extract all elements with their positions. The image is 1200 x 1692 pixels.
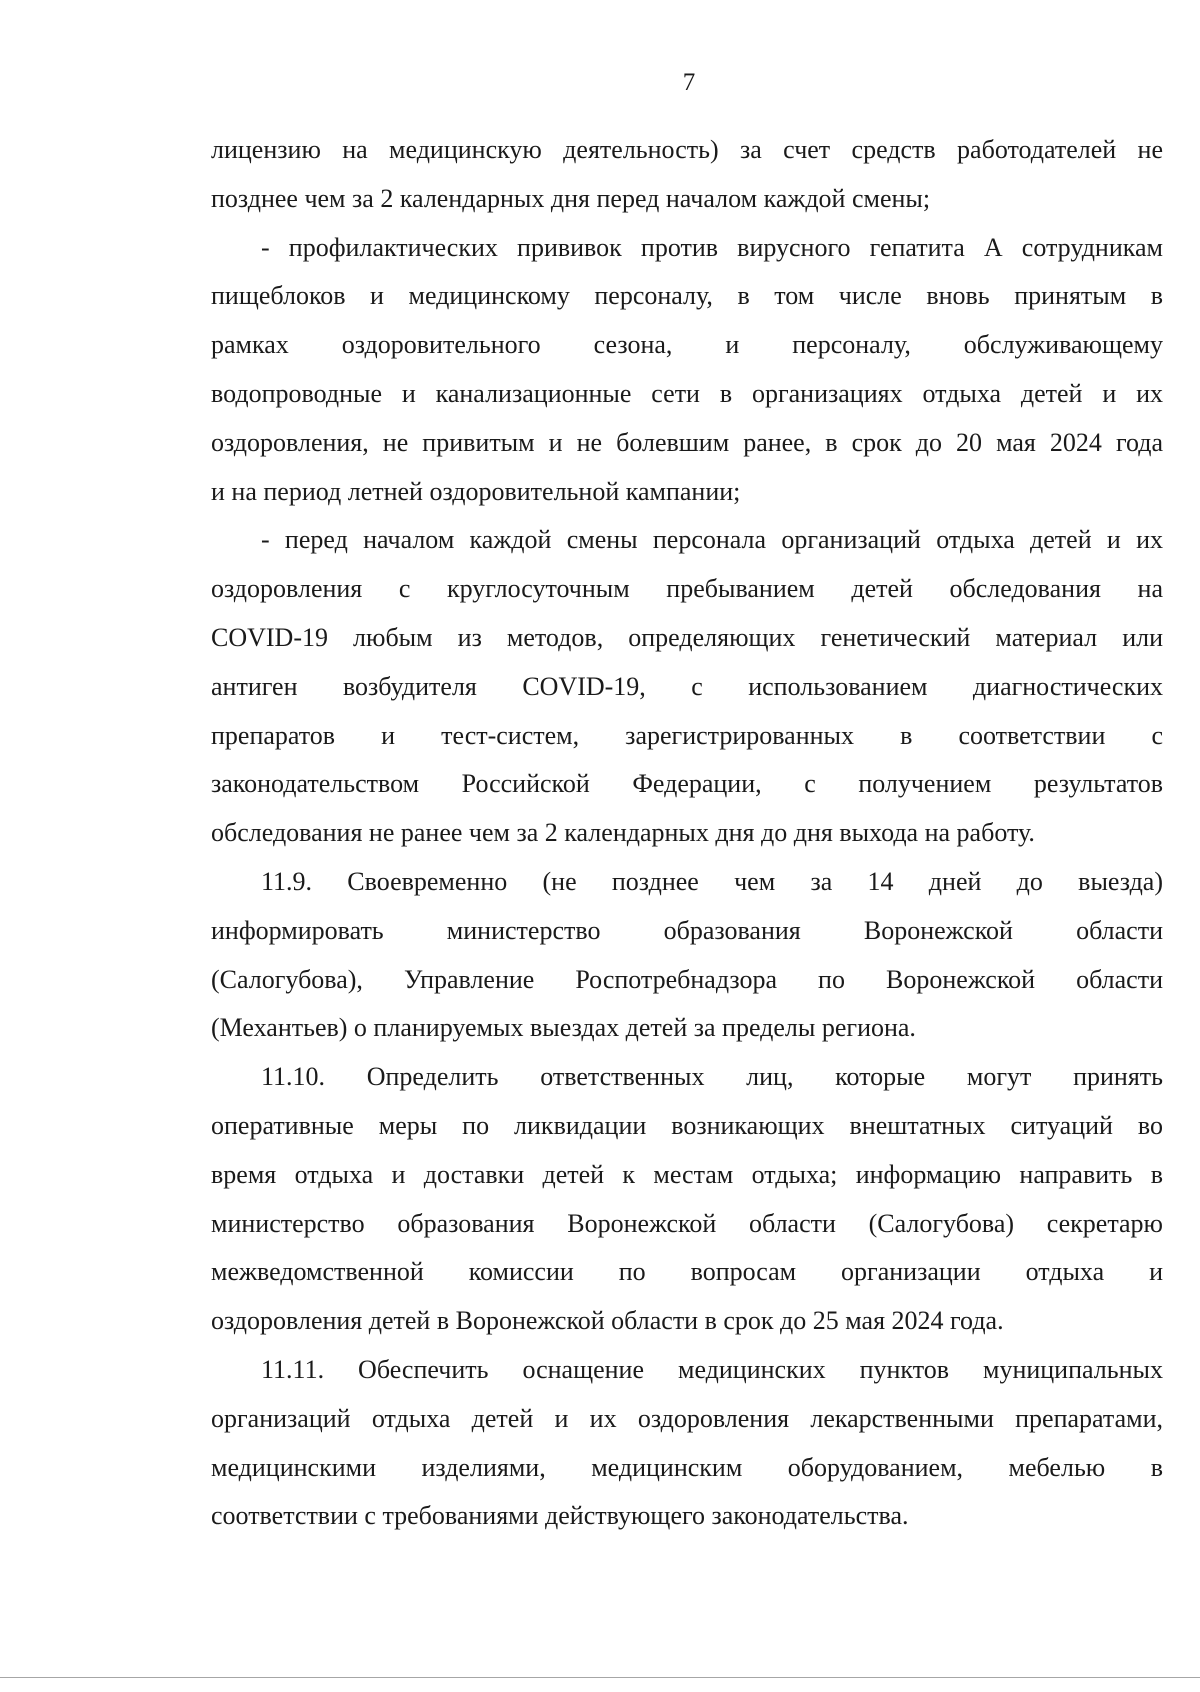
text-line: оздоровления детей в Воронежской области в срок до 25 мая 2024 года.	[211, 1306, 1004, 1336]
text-line: лицензию на медицинскую деятельность) за счет средств работодателей не	[211, 135, 1163, 164]
document-body	[211, 126, 1163, 1541]
text-line: информировать министерство образования Воронежской области	[211, 915, 1163, 945]
text-line: (Салогубова), Управление Роспотребнадзора по Воронежской области	[211, 964, 1163, 994]
text-line: - перед началом каждой смены персонала организаций отдыха детей и их	[261, 525, 1163, 555]
text-line: (Механтьев) о планируемых выездах детей за пределы региона.	[211, 1013, 916, 1043]
text-line: оперативные меры по ликвидации возникающих внештатных ситуаций во	[211, 1110, 1163, 1140]
page-number: 7	[682, 69, 696, 96]
text-line: оздоровления с круглосуточным пребыванием детей обследования на	[211, 574, 1163, 604]
text-line: организаций отдыха детей и их оздоровления лекарственными препаратами,	[211, 1403, 1163, 1433]
text-line: министерство образования Воронежской области (Салогубова) секретарю	[211, 1208, 1163, 1238]
text-line: обследования не ранее чем за 2 календарных дня до дня выхода на работу.	[211, 818, 1035, 848]
text-line: и на период летней оздоровительной кампании;	[211, 476, 741, 506]
bottom-scan-edge	[0, 1677, 1200, 1678]
text-line: 11.11. Обеспечить оснащение медицинских пунктов муниципальных	[261, 1354, 1163, 1384]
text-line: препаратов и тест-систем, зарегистрированных в соответствии с	[211, 720, 1163, 750]
text-line: позднее чем за 2 календарных дня перед началом каждой смены;	[211, 183, 931, 213]
text-line: медицинскими изделиями, медицинским оборудованием, мебелью в	[211, 1452, 1163, 1482]
text-line: время отдыха и доставки детей к местам отдыха; информацию направить в	[211, 1159, 1163, 1189]
text-line: - профилактических прививок против вирусного гепатита А сотрудникам	[261, 232, 1163, 262]
text-line: рамках оздоровительного сезона, и персоналу, обслуживающему	[211, 330, 1163, 360]
text-line: соответствии с требованиями действующего законодательства.	[211, 1501, 909, 1531]
text-line: законодательством Российской Федерации, с получением результатов	[211, 769, 1163, 799]
text-line: COVID-19 любым из методов, определяющих генетический материал или	[211, 622, 1163, 652]
text-line: антиген возбудителя COVID-19, с использованием диагностических	[211, 671, 1163, 701]
text-line: межведомственной комиссии по вопросам организации отдыха и	[211, 1257, 1163, 1287]
text-line: водопроводные и канализационные сети в организациях отдыха детей и их	[211, 378, 1163, 408]
text-line: оздоровления, не привитым и не болевшим ранее, в срок до 20 мая 2024 года	[211, 427, 1163, 457]
text-line: пищеблоков и медицинскому персоналу, в том числе вновь принятым в	[211, 281, 1163, 311]
text-line: 11.9. Своевременно (не позднее чем за 14 дней до выезда)	[261, 866, 1163, 896]
text-line: 11.10. Определить ответственных лиц, которые могут принять	[261, 1062, 1163, 1092]
